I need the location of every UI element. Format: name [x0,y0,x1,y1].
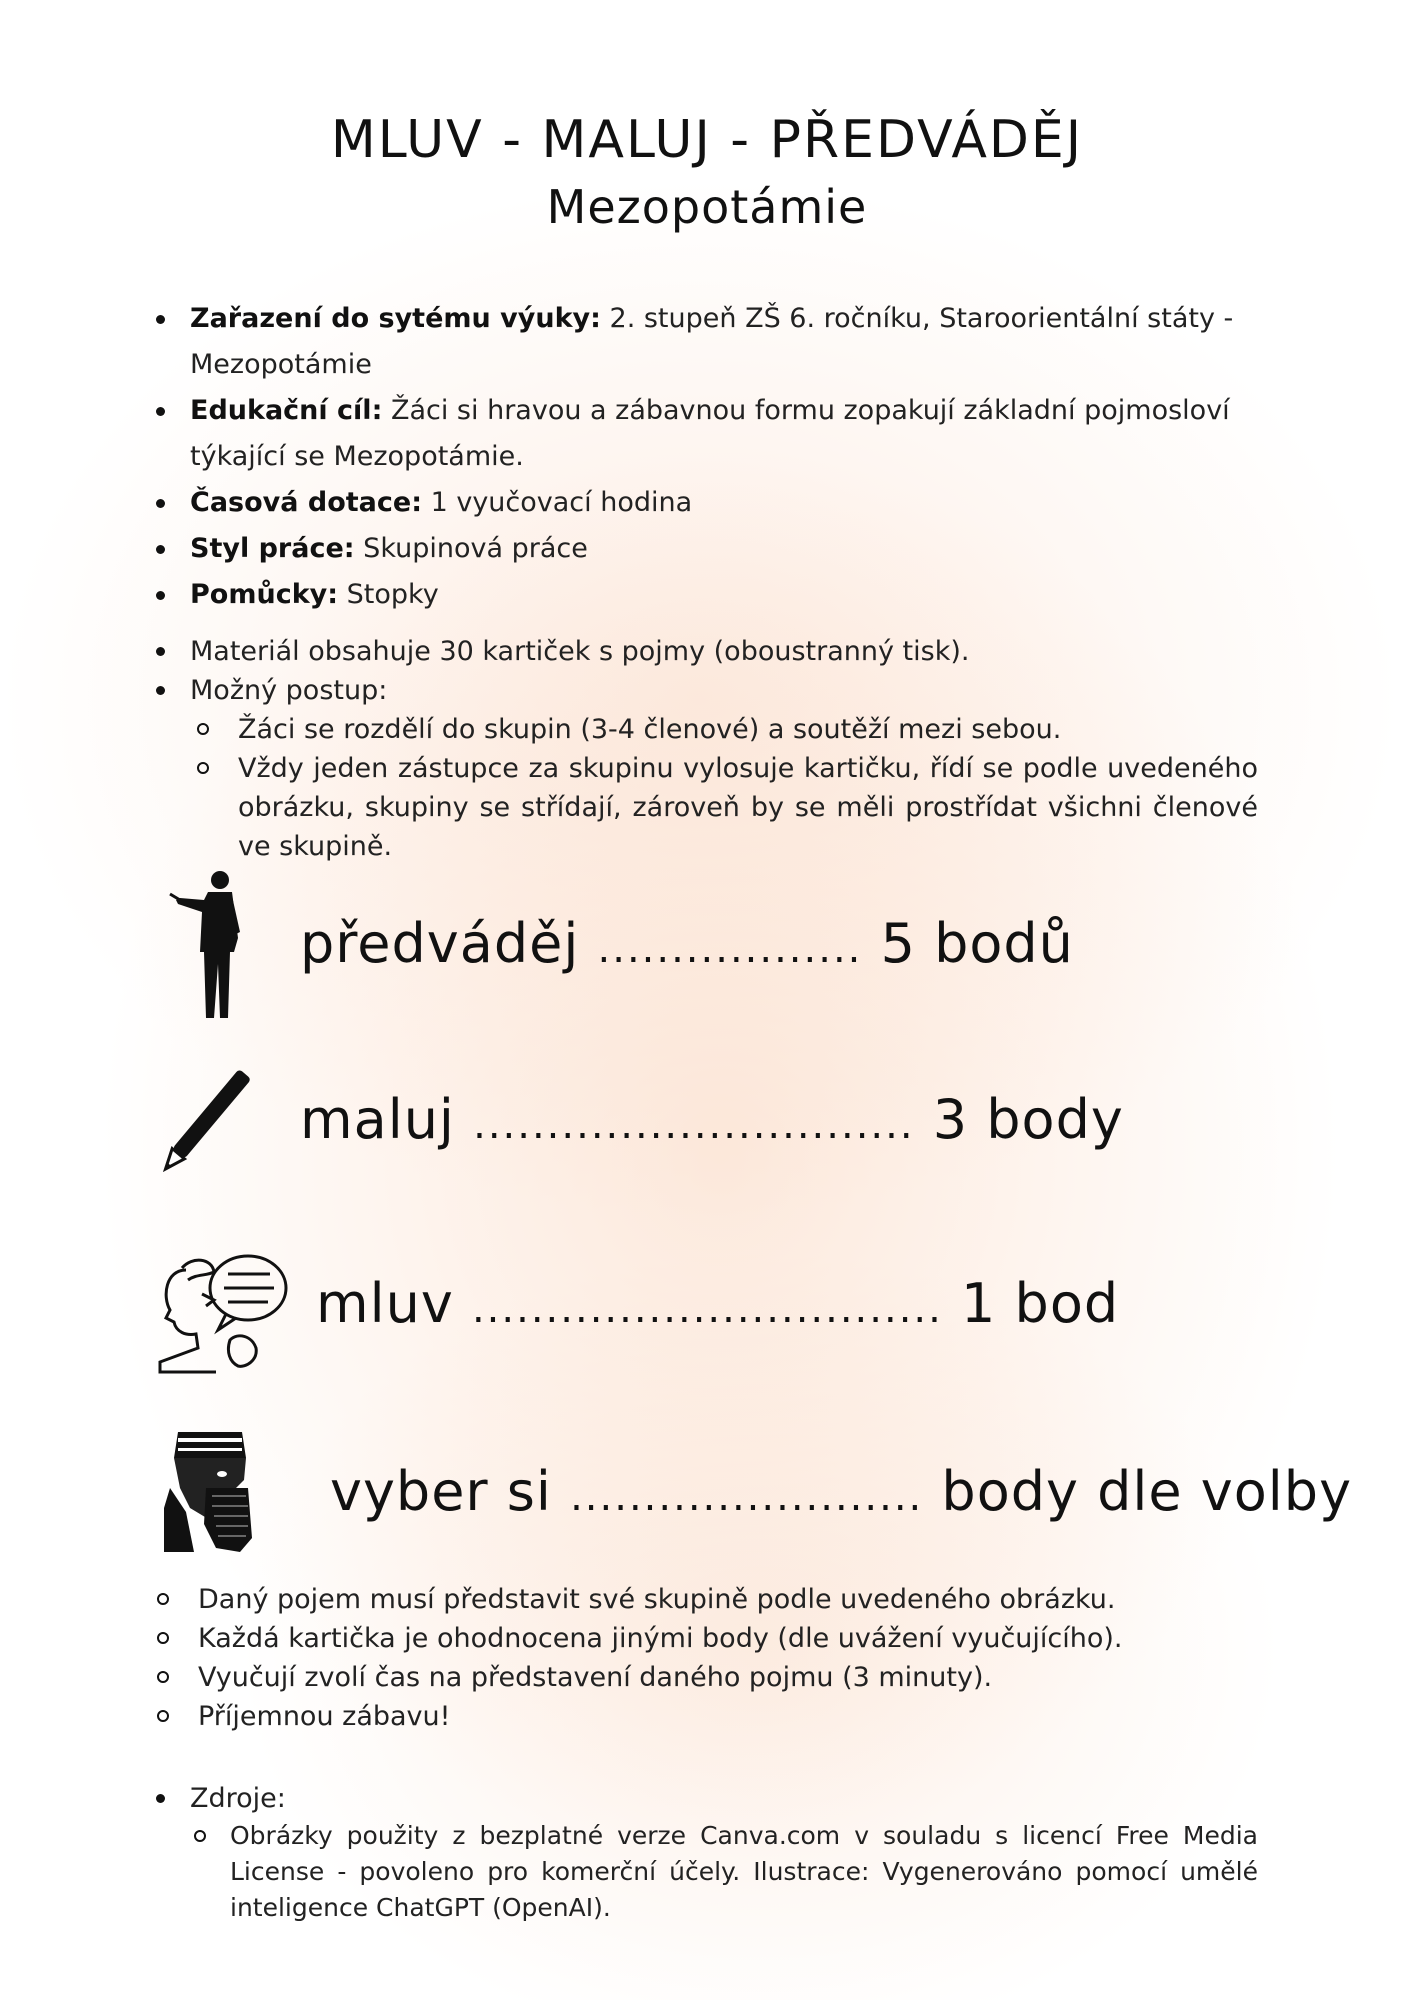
steps-sublist [190,710,1258,866]
score-row-choice [330,1460,1352,1523]
material-item: Materiál obsahuje 30 kartiček s pojmy (oboustranný tisk). [150,632,1258,671]
steps-item [150,671,1258,866]
speech-bubble-icon [156,1244,292,1374]
info-value: Skupinová práce [354,533,588,564]
score-action: předváděj [300,912,580,975]
info-value: 1 vyučovací hodina [422,487,693,518]
rule-item: Příjemnou zábavu! [150,1697,1258,1736]
page-title: MLUV - MALUJ - PŘEDVÁDĚJ [330,110,1084,170]
source-item: Obrázky použity z bezplatné verze Canva.com v souladu s licencí Free Media License - povoleno pro komerční účely. Ilustrace: Vygenerováno pomocí umělé inteligence ChatGPT (OpenAI). [190,1818,1258,1926]
rules-list [150,1580,1258,1736]
score-action: vyber si [330,1460,552,1523]
step-item: Žáci se rozdělí do skupin (3-4 členové) a soutěží mezi sebou. [190,710,1258,749]
rules-section [150,1580,1258,1736]
info-item [150,526,1250,572]
sources-list [150,1779,1258,1926]
score-row-presenting [300,912,1074,975]
info-item [150,480,1250,526]
step-item: Vždy jeden zástupce za skupinu vylosuje kartičku, řídí se podle uvedeného obrázku, skupiny se střídají, zároveň by se měli prostřídat všichni členové ve skupině. [190,749,1258,866]
sources-item [150,1779,1258,1926]
rule-item: Každá kartička je ohodnocena jinými body (dle uvážení vyučujícího). [150,1619,1258,1658]
rule-item: Daný pojem musí představit své skupině podle uvedeného obrázku. [150,1580,1258,1619]
presenter-icon [168,868,268,1024]
info-label: Pomůcky: [190,579,339,610]
info-label: Zařazení do sytému výuky: [190,303,601,334]
score-row-drawing [300,1088,1124,1151]
score-points: 5 bodů [880,912,1074,975]
info-label: Edukační cíl: [190,395,383,426]
info-value: 2. stupeň ZŠ 6. ročníku, Staroorientální státy - Mezopotámie [190,303,1234,380]
score-dots: ........................ [570,1474,924,1520]
score-row-speaking [316,1272,1119,1335]
score-points: body dle volby [941,1460,1353,1523]
info-item [150,388,1250,480]
score-action: mluv [316,1272,454,1335]
score-points: 1 bod [961,1272,1120,1335]
page-subtitle: Mezopotámie [546,180,868,234]
procedure-list [150,632,1258,866]
info-item [150,572,1250,618]
info-item [150,296,1250,388]
pencil-icon [150,1040,280,1180]
sources-heading: Zdroje: [190,1783,286,1814]
score-dots: .............................. [473,1102,915,1148]
score-points: 3 body [932,1088,1124,1151]
score-dots: ................................ [471,1286,943,1332]
score-dots: .................. [597,926,863,972]
info-value: Žáci si hravou a zábavnou formu zopakují základní pojmosloví týkající se Mezopotámie. [190,395,1230,472]
info-list [150,296,1250,618]
info-value: Stopky [338,579,439,610]
assyrian-king-icon [160,1428,266,1556]
sources-sublist [190,1818,1258,1926]
score-action: maluj [300,1088,455,1151]
info-label: Styl práce: [190,533,355,564]
steps-heading: Možný postup: [190,675,388,706]
rule-item: Vyučují zvolí čas na představení daného pojmu (3 minuty). [150,1658,1258,1697]
info-label: Časová dotace: [190,487,422,518]
